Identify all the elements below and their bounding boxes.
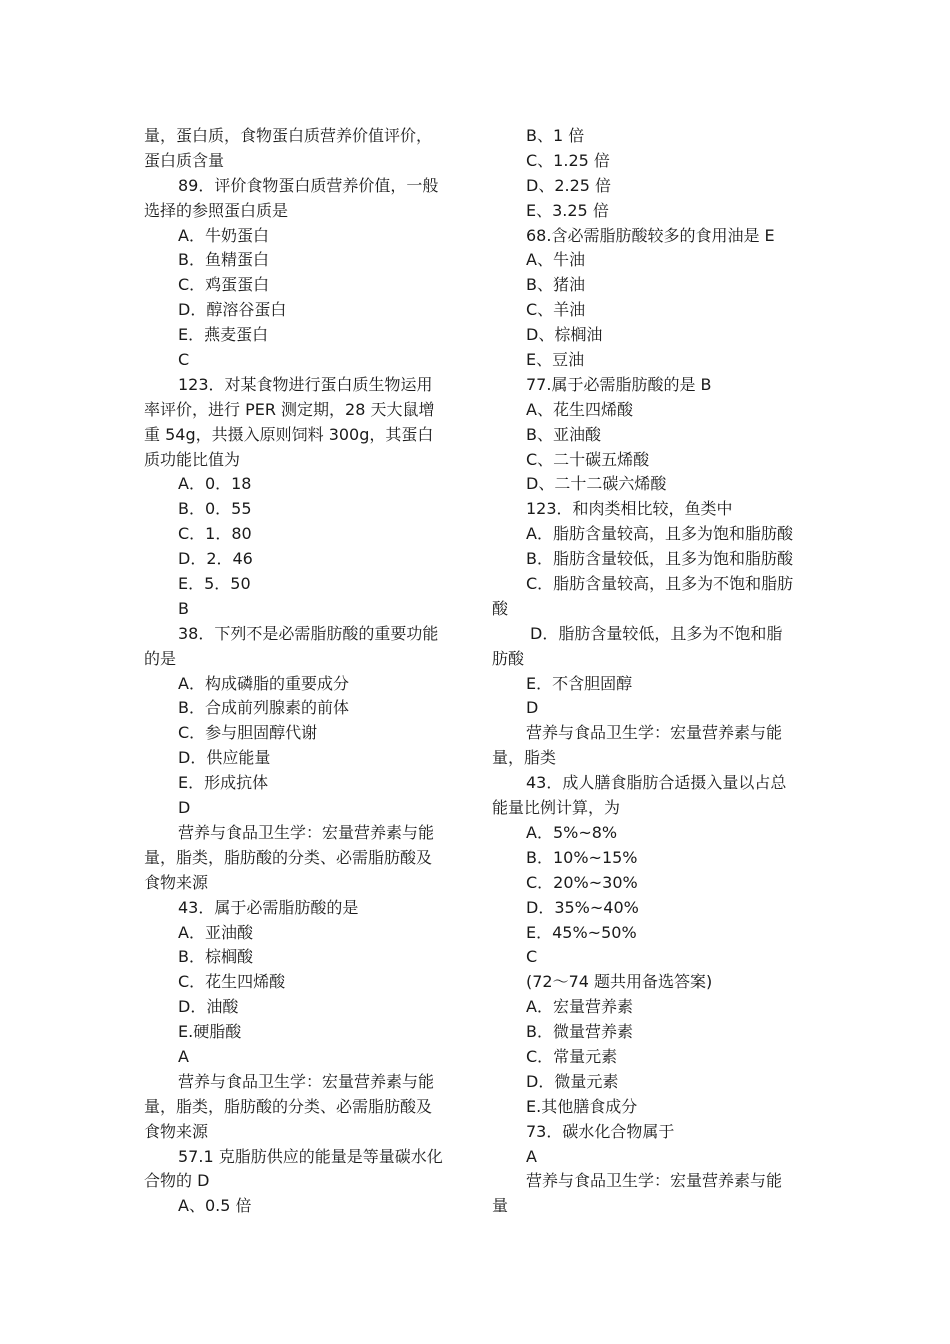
text-line: 率评价，进行 PER 测定期，28 天大鼠增: [144, 399, 435, 419]
text-line: D: [526, 698, 539, 718]
text-line: B、猪油: [526, 275, 585, 295]
text-line: E．5．50: [178, 574, 251, 594]
text-line: D．35%~40%: [526, 897, 639, 917]
text-line: A．牛奶蛋白: [178, 225, 269, 245]
text-line: E．燕麦蛋白: [178, 325, 269, 345]
text-line: D、棕榈油: [526, 325, 603, 345]
text-line: 量，脂类: [492, 748, 557, 768]
text-line: 营养与食品卫生学：宏量营养素与能: [526, 723, 783, 743]
text-line: D．醇溶谷蛋白: [178, 300, 287, 320]
text-line: B、1 倍: [526, 126, 585, 145]
text-line: 量: [492, 1196, 509, 1216]
text-line: C: [178, 350, 190, 370]
text-line: C、二十碳五烯酸: [526, 449, 650, 469]
left-column: [144, 124, 464, 1219]
text-line: C．常量元素: [526, 1046, 618, 1066]
text-line: C．参与胆固醇代谢: [178, 723, 318, 743]
text-line: A、0.5 倍: [178, 1196, 252, 1216]
text-line: (72～74 题共用备选答案): [526, 972, 713, 992]
text-line: E、豆油: [526, 350, 585, 370]
text-line: C: [526, 947, 538, 967]
text-line: A．5%~8%: [526, 822, 618, 842]
text-line: A．亚油酸: [178, 922, 253, 942]
text-line: D、二十二碳六烯酸: [526, 474, 667, 494]
text-line: E．不含胆固醇: [526, 673, 633, 693]
text-line: 量，蛋白质，食物蛋白质营养价值评价，: [144, 126, 433, 145]
text-line: A、牛油: [526, 250, 585, 270]
text-line: D．供应能量: [178, 748, 271, 768]
text-line: 43．成人膳食脂肪合适摄入量以占总: [526, 773, 787, 793]
text-line: A: [526, 1146, 537, 1166]
text-line: D: [178, 798, 191, 818]
text-line: B．鱼精蛋白: [178, 250, 269, 270]
text-line: B．0．55: [178, 499, 252, 519]
text-line: 营养与食品卫生学：宏量营养素与能: [526, 1171, 783, 1191]
text-line: C．脂肪含量较高，且多为不饱和脂肪: [526, 574, 794, 594]
text-line: A、花生四烯酸: [526, 399, 633, 419]
text-line: 量，脂类，脂肪酸的分类、必需脂肪酸及: [144, 847, 433, 867]
text-line: E.硬脂酸: [178, 1022, 242, 1042]
text-line: E．形成抗体: [178, 773, 269, 793]
text-line: 的是: [144, 648, 177, 668]
text-line: 重 54g，共摄入原则饲料 300g，其蛋白: [144, 424, 434, 444]
text-line: B: [178, 598, 189, 618]
text-line: 选择的参照蛋白质是: [144, 200, 289, 220]
text-line: 食物来源: [144, 1121, 209, 1141]
text-line: E.其他膳食成分: [526, 1096, 638, 1116]
text-line: E．45%~50%: [526, 922, 637, 942]
text-line: A．构成磷脂的重要成分: [178, 673, 349, 693]
text-line: D．微量元素: [526, 1071, 619, 1091]
text-line: 77.属于必需脂肪酸的是 B: [526, 374, 712, 394]
text-line: B．微量营养素: [526, 1022, 633, 1042]
text-line: D．脂肪含量较低，且多为不饱和脂: [530, 623, 783, 643]
text-line: 质功能比值为: [144, 449, 241, 469]
text-line: C．1．80: [178, 524, 252, 544]
text-line: 38．下列不是必需脂肪酸的重要功能: [178, 623, 439, 643]
text-line: B．脂肪含量较低，且多为饱和脂肪酸: [526, 549, 793, 569]
text-line: 89．评价食物蛋白质营养价值，一般: [178, 175, 439, 195]
text-line: 量，脂类，脂肪酸的分类、必需脂肪酸及: [144, 1096, 433, 1116]
text-line: C、1.25 倍: [526, 150, 610, 170]
text-line: B．10%~15%: [526, 847, 638, 867]
text-line: 肪酸: [492, 648, 525, 668]
text-line: 酸: [492, 598, 509, 618]
text-line: C、羊油: [526, 300, 586, 320]
text-line: 68.含必需脂肪酸较多的食用油是 E: [526, 225, 775, 245]
text-line: A．脂肪含量较高，且多为饱和脂肪酸: [526, 524, 793, 544]
text-line: 123．对某食物进行蛋白质生物运用: [178, 374, 433, 394]
text-line: D．油酸: [178, 997, 239, 1017]
text-line: 食物来源: [144, 872, 209, 892]
text-line: C．鸡蛋蛋白: [178, 275, 270, 295]
text-line: 57.1 克脂肪供应的能量是等量碳水化: [178, 1146, 443, 1166]
text-line: 营养与食品卫生学：宏量营养素与能: [178, 822, 435, 842]
right-column: [492, 124, 812, 1219]
text-line: D．2．46: [178, 549, 253, 569]
text-line: A: [178, 1046, 189, 1066]
text-line: B．合成前列腺素的前体: [178, 698, 349, 718]
text-line: C．20%~30%: [526, 872, 638, 892]
text-line: 合物的 D: [144, 1171, 210, 1191]
text-line: B．棕榈酸: [178, 947, 253, 967]
text-line: C．花生四烯酸: [178, 972, 286, 992]
text-line: D、2.25 倍: [526, 175, 612, 195]
text-line: B、亚油酸: [526, 424, 601, 444]
text-line: E、3.25 倍: [526, 200, 609, 220]
text-line: 73．碳水化合物属于: [526, 1121, 675, 1141]
text-line: 营养与食品卫生学：宏量营养素与能: [178, 1071, 435, 1091]
text-line: 能量比例计算，为: [492, 798, 621, 818]
text-line: A．宏量营养素: [526, 997, 633, 1017]
text-line: 蛋白质含量: [144, 150, 225, 170]
text-line: 123．和肉类相比较，鱼类中: [526, 499, 733, 519]
text-line: A．0．18: [178, 474, 252, 494]
text-line: 43．属于必需脂肪酸的是: [178, 897, 359, 917]
